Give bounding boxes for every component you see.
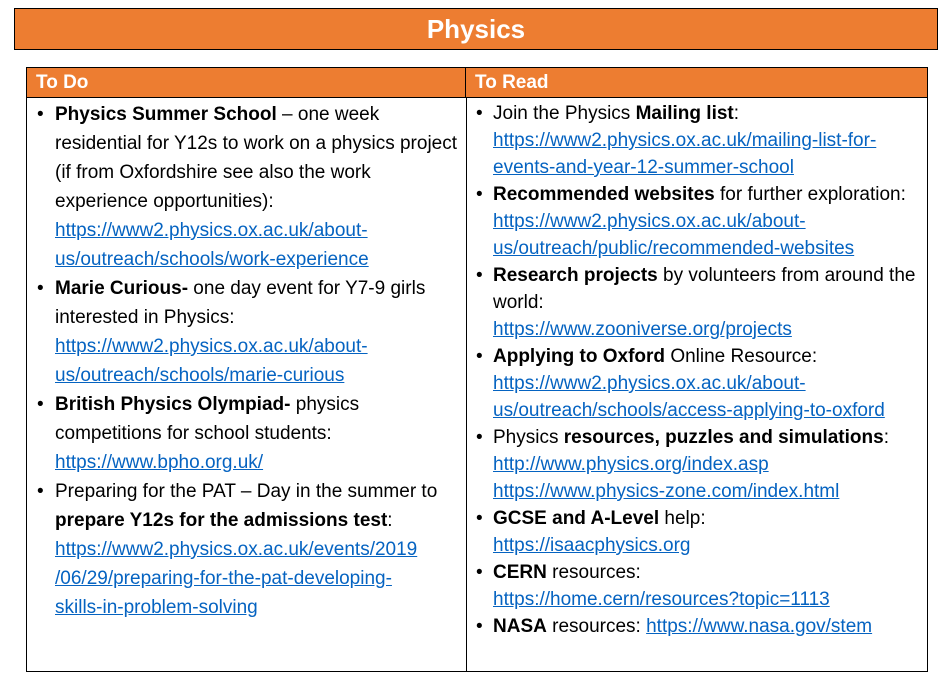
link-mailing-list[interactable]: https://www2.physics.ox.ac.uk/mailing-list-for- events-and-year-12-summer-school (493, 130, 877, 178)
item-title: Applying to Oxford (493, 346, 666, 367)
item-text: one day event for Y7-9 girls interested in Physics: (55, 278, 426, 328)
link-bpho[interactable]: https://www.bpho.org.uk/ (55, 452, 264, 473)
item-title: British Physics Olympiad- (55, 394, 291, 415)
item-title: Research projects (493, 265, 658, 286)
toread-item-resources (467, 424, 927, 505)
item-text: physics competitions for school students: (55, 394, 360, 444)
todo-item-marie-curious (27, 274, 466, 390)
toread-item-applying (467, 343, 927, 424)
item-text: Join the Physics (493, 103, 636, 124)
toread-item-recommended-websites (467, 181, 927, 262)
column-header-todo: To Do (27, 68, 466, 98)
link-pat[interactable]: https://www2.physics.ox.ac.uk/events/2019 /06/29/preparing-for-the-pat-developing- skills-in-problem-solving (55, 539, 418, 618)
item-title: Mailing list (635, 103, 734, 124)
item-text: resources: (546, 616, 647, 637)
item-title: Physics Summer School (55, 104, 277, 125)
link-nasa[interactable]: https://www.nasa.gov/stem (646, 616, 873, 637)
item-text: : (883, 427, 889, 448)
link-marie-curious[interactable]: https://www2.physics.ox.ac.uk/about- us/outreach/schools/marie-curious (55, 336, 368, 386)
item-title: GCSE and A-Level (493, 508, 660, 529)
todo-list (27, 100, 466, 622)
column-header-toread: To Read (466, 68, 927, 98)
item-title: Marie Curious- (55, 278, 189, 299)
link-physics-org[interactable]: http://www.physics.org/index.asp (493, 454, 769, 475)
page-title: Physics (426, 13, 526, 44)
toread-item-research-projects (467, 262, 927, 343)
item-title: prepare Y12s for the admissions test (55, 510, 388, 531)
item-text: : (733, 103, 740, 124)
link-zooniverse[interactable]: https://www.zooniverse.org/projects (493, 319, 792, 340)
item-text: Online Resource: (665, 346, 818, 367)
item-text: help: (659, 508, 706, 529)
link-applying-to-oxford[interactable]: https://www2.physics.ox.ac.uk/about- us/outreach/schools/access-applying-to-oxford (493, 373, 885, 421)
todo-item-olympiad (27, 390, 466, 477)
title-banner (14, 8, 938, 50)
toread-item-nasa (467, 613, 927, 640)
item-title: CERN (493, 562, 547, 583)
todo-item-pat (27, 477, 466, 622)
item-title: resources, puzzles and simulations (563, 427, 884, 448)
toread-item-mailing-list (467, 100, 927, 181)
link-work-experience[interactable]: https://www2.physics.ox.ac.uk/about- us/outreach/schools/work-experience (55, 220, 369, 270)
link-isaacphysics[interactable]: https://isaacphysics.org (493, 535, 691, 556)
todo-item-summer-school (27, 100, 466, 274)
link-recommended-websites[interactable]: https://www2.physics.ox.ac.uk/about- us/outreach/public/recommended-websites (493, 211, 855, 259)
toread-item-gcse (467, 505, 927, 559)
item-title: Recommended websites (493, 184, 715, 205)
link-cern[interactable]: https://home.cern/resources?topic=1113 (493, 589, 830, 610)
item-text: resources: (546, 562, 641, 583)
link-physics-zone[interactable]: https://www.physics-zone.com/index.html (493, 481, 840, 502)
item-text: by volunteers from around the world: (493, 265, 916, 313)
item-title: NASA (493, 616, 547, 637)
item-text: – one week residential for Y12s to work on a physics project (if from Oxfordshire see also the work experience opportunities): (55, 104, 458, 212)
toread-item-cern (467, 559, 927, 613)
item-text: Physics (493, 427, 564, 448)
toread-list (467, 100, 927, 640)
item-text: Preparing for the PAT – Day in the summer to (55, 481, 438, 502)
resources-table (26, 67, 928, 672)
item-text: for further exploration: (714, 184, 906, 205)
item-text: : (387, 510, 393, 531)
